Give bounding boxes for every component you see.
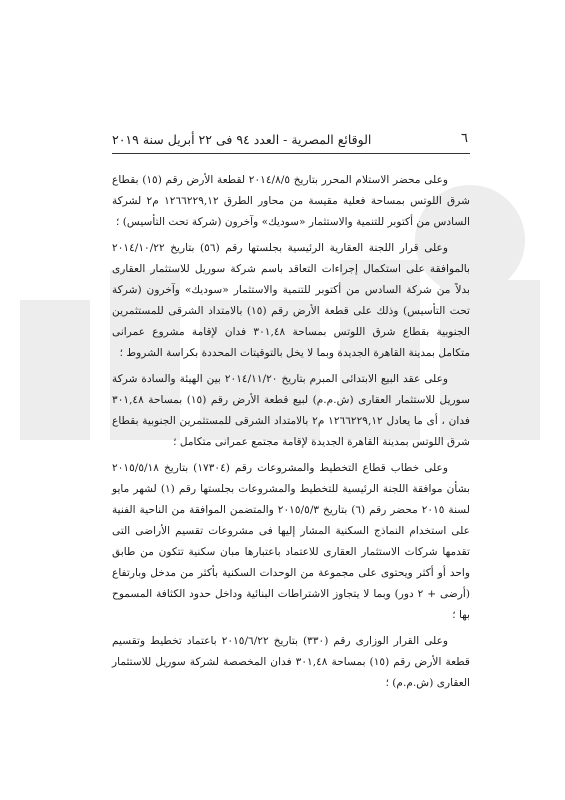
paragraph-real-estate-committee: وعلى قرار اللجنة العقارية الرئيسية بجلستها رقم (٥٦) بتاريخ ٢٠١٤/١٠/٢٢ بالموافقة على استكمال إجراءات التعاقد باسم شركة سوريل للاستثمار العقارى بدلاً من شركة السادس من أكتوبر للتنمية والاستثمار «سوديك» وآخرون (شركة تحت التأسيس) وذلك على قطعة الأرض رقم (١٥) بالامتداد الشرقى للمستثمرين الجنوبية بقطاع شرق اللوتس بمساحة ٣٠١,٤٨ فدان لإقامة مشروع عمرانى متكامل بمدينة القاهرة الجديدة وبما لا يخل بالتوقيتات المحددة بكراسة الشروط ؛ [112, 242, 470, 359]
gazette-title: الوقائع المصرية - العدد ٩٤ فى ٢٢ أبريل سنة ٢٠١٩ [112, 132, 372, 147]
paragraph-ministerial-decree: وعلى القرار الوزارى رقم (٣٣٠) بتاريخ ٢٠١٥/٦/٢٢ باعتماد تخطيط وتقسيم قطعة الأرض رقم (١٥) بمساحة ٣٠١,٤٨ فدان المخصصة لشركة سوريل للاستثمار العقارى (ش.م.م) ؛ [112, 635, 470, 689]
paragraph-planning-letter: وعلى خطاب قطاع التخطيط والمشروعات رقم (١٧٣٠٤) بتاريخ ٢٠١٥/٥/١٨ بشأن موافقة اللجنة الرئيسية للتخطيط والمشروعات بجلستها رقم (١) لشهر مايو لسنة ٢٠١٥ محضر رقم (٦) بتاريخ ٢٠١٥/٥/٣ والمتضمن الموافقة من الناحية الفنية على استخدام النماذج السكنية المشار إليها فى مشروعات تقسيم الأراضى التى تقدمها شركات الاستثمار العقارى للاعتماد باعتبارها مبان سكنية تتكون من طابق واحد أو أكثر ويحتوى على مجموعة من الوحدات السكنية بأكثر من مدخل وبارتفاع (أرضى + ٢ دور) وبما لا يتجاوز الاشتراطات البنائية وداخل حدود الكثافة المسموح بها ؛ [112, 462, 470, 621]
header-divider [112, 153, 470, 154]
paragraph-receipt-record: وعلى محضر الاستلام المحرر بتاريخ ٢٠١٤/٨/٥ لقطعة الأرض رقم (١٥) بقطاع شرق اللوتس بمساحة فعلية مقيسة من محاور الطرق ١٢٦٦٢٢٩,١٢ م٢ لشركة السادس من أكتوبر للتنمية والاستثمار «سوديك» وآخرون (شركة تحت التأسيس) ؛ [112, 174, 470, 228]
paragraph-sale-contract: وعلى عقد البيع الابتدائى المبرم بتاريخ ٢٠١٤/١١/٢٠ بين الهيئة والسادة شركة سوريل للاستثمار العقارى (ش.م.م) لبيع قطعة الأرض رقم (١٥) بمساحة ٣٠١,٤٨ فدان ، أى ما يعادل ١٢٦٦٢٢٩,١٢ م٢ بالامتداد الشرقى للمستثمرين الجنوبية بقطاع شرق اللوتس بمدينة القاهرة الجديدة لإقامة مجتمع عمرانى متكامل ؛ [112, 373, 470, 448]
document-body [112, 170, 470, 699]
page-number: ٦ [461, 131, 468, 146]
page-header [112, 131, 470, 153]
